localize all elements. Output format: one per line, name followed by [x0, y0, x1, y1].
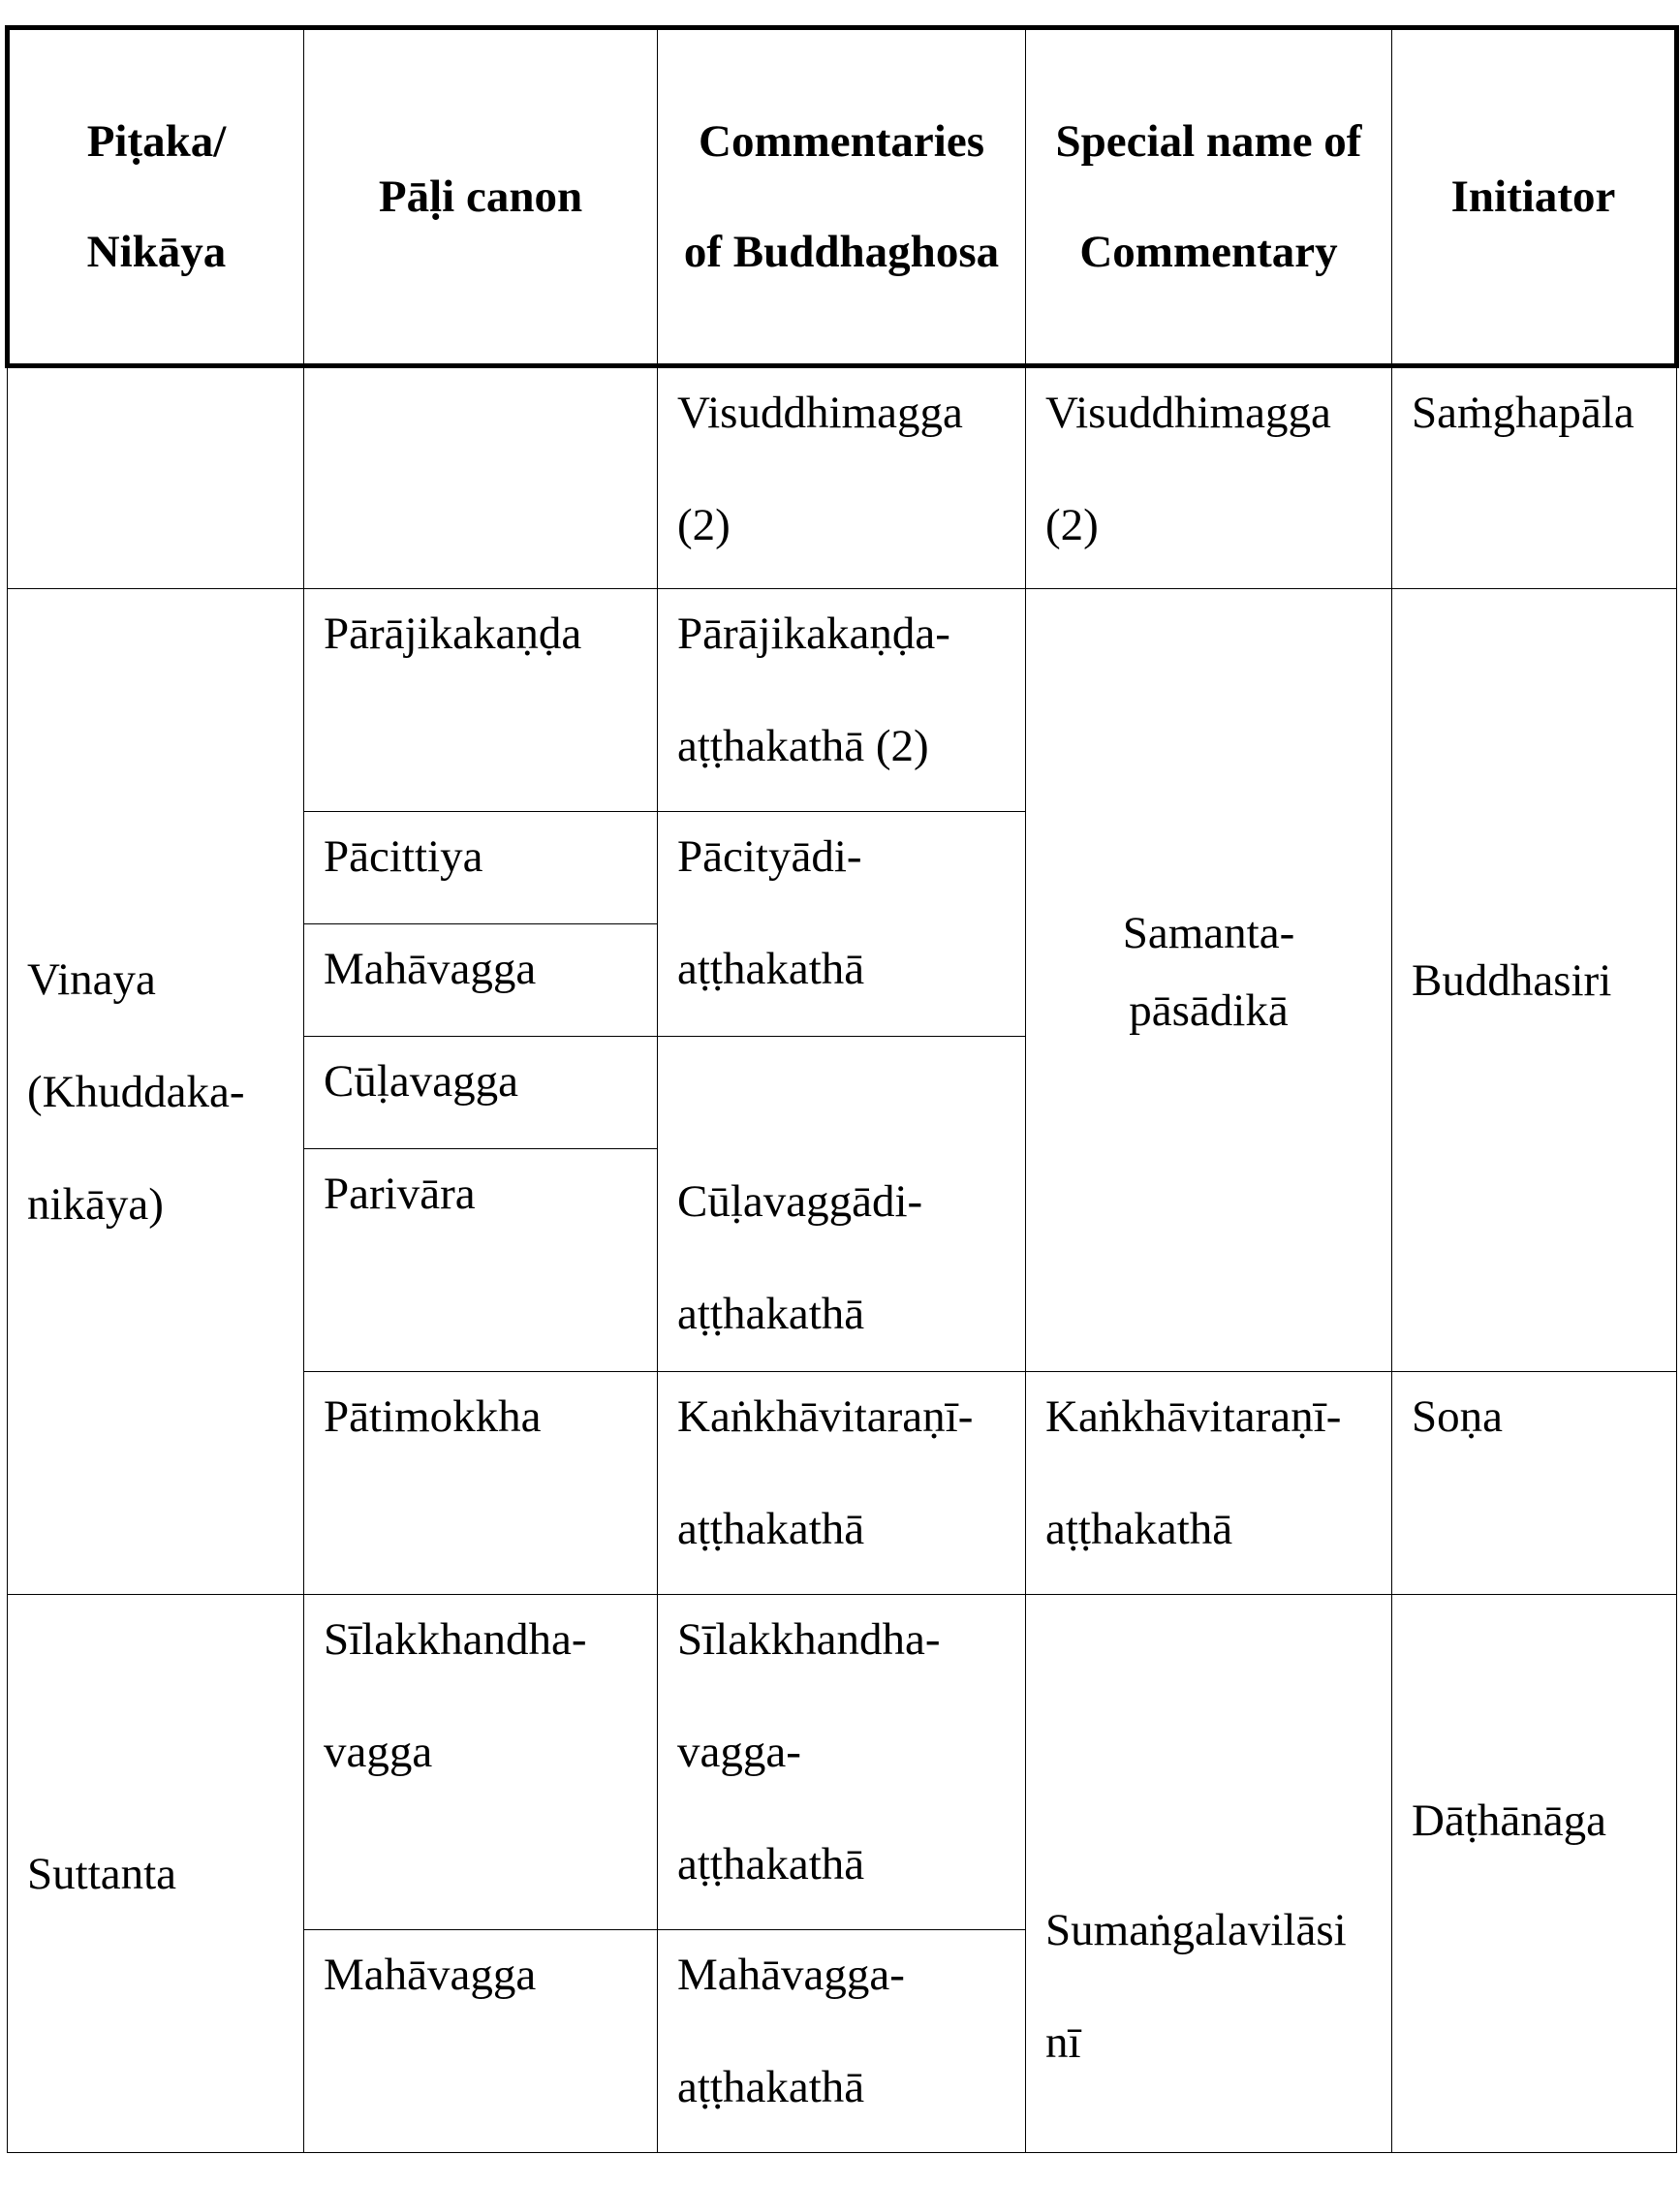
cell-commentary: Visuddhimagga (2) — [658, 366, 1026, 589]
cell-pitaka-vinaya: Vinaya (Khuddaka-nikāya) — [8, 589, 304, 1595]
cell-empty — [8, 366, 304, 589]
cell-special-name-samanta: Samanta-pāsādikā — [1026, 589, 1392, 1372]
header-initiator: Initiator — [1392, 28, 1677, 366]
table-row — [8, 1595, 1677, 1930]
cell-initiator: Saṁghapāla — [1392, 366, 1677, 589]
cell-special-name: Visuddhimagga (2) — [1026, 366, 1392, 589]
cell-canon: Parivāra — [304, 1149, 658, 1372]
cell-commentary: Pārājikakaṇḍa-aṭṭhakathā (2) — [658, 589, 1026, 812]
header-pitaka: Piṭaka/ Nikāya — [8, 28, 304, 366]
cell-commentary: Pācityādi-aṭṭhakathā — [658, 812, 1026, 1037]
cell-canon: Cūḷavagga — [304, 1037, 658, 1149]
cell-canon: Pātimokkha — [304, 1372, 658, 1595]
cell-canon: Mahāvagga — [304, 1930, 658, 2153]
cell-empty — [304, 366, 658, 589]
cell-canon: Sīlakkhandha-vagga — [304, 1595, 658, 1930]
cell-special-name-sumangala: Sumaṅgalavilāsinī — [1026, 1595, 1392, 2153]
commentaries-table — [5, 25, 1679, 2153]
cell-initiator-buddhasiri: Buddhasiri — [1392, 589, 1677, 1372]
header-row — [8, 28, 1677, 366]
cell-commentary: Cūḷavaggādi-aṭṭhakathā — [658, 1037, 1026, 1372]
cell-canon: Pācittiya — [304, 812, 658, 924]
cell-special-name: Kaṅkhāvitaraṇī-aṭṭhakathā — [1026, 1372, 1392, 1595]
cell-canon: Mahāvagga — [304, 924, 658, 1037]
cell-canon: Pārājikakaṇḍa — [304, 589, 658, 812]
cell-commentary: Kaṅkhāvitaraṇī-aṭṭhakathā — [658, 1372, 1026, 1595]
cell-pitaka-suttanta: Suttanta — [8, 1595, 304, 2153]
cell-commentary: Sīlakkhandha-vagga-aṭṭhakathā — [658, 1595, 1026, 1930]
table-row — [8, 366, 1677, 589]
table-row — [8, 589, 1677, 812]
cell-initiator: Soṇa — [1392, 1372, 1677, 1595]
header-commentaries: Commentaries of Buddhaghosa — [658, 28, 1026, 366]
header-pali-canon: Pāḷi canon — [304, 28, 658, 366]
cell-initiator-dathanaga: Dāṭhānāga — [1392, 1595, 1677, 2153]
header-special-name: Special name of Commentary — [1026, 28, 1392, 366]
cell-commentary: Mahāvagga-aṭṭhakathā — [658, 1930, 1026, 2153]
